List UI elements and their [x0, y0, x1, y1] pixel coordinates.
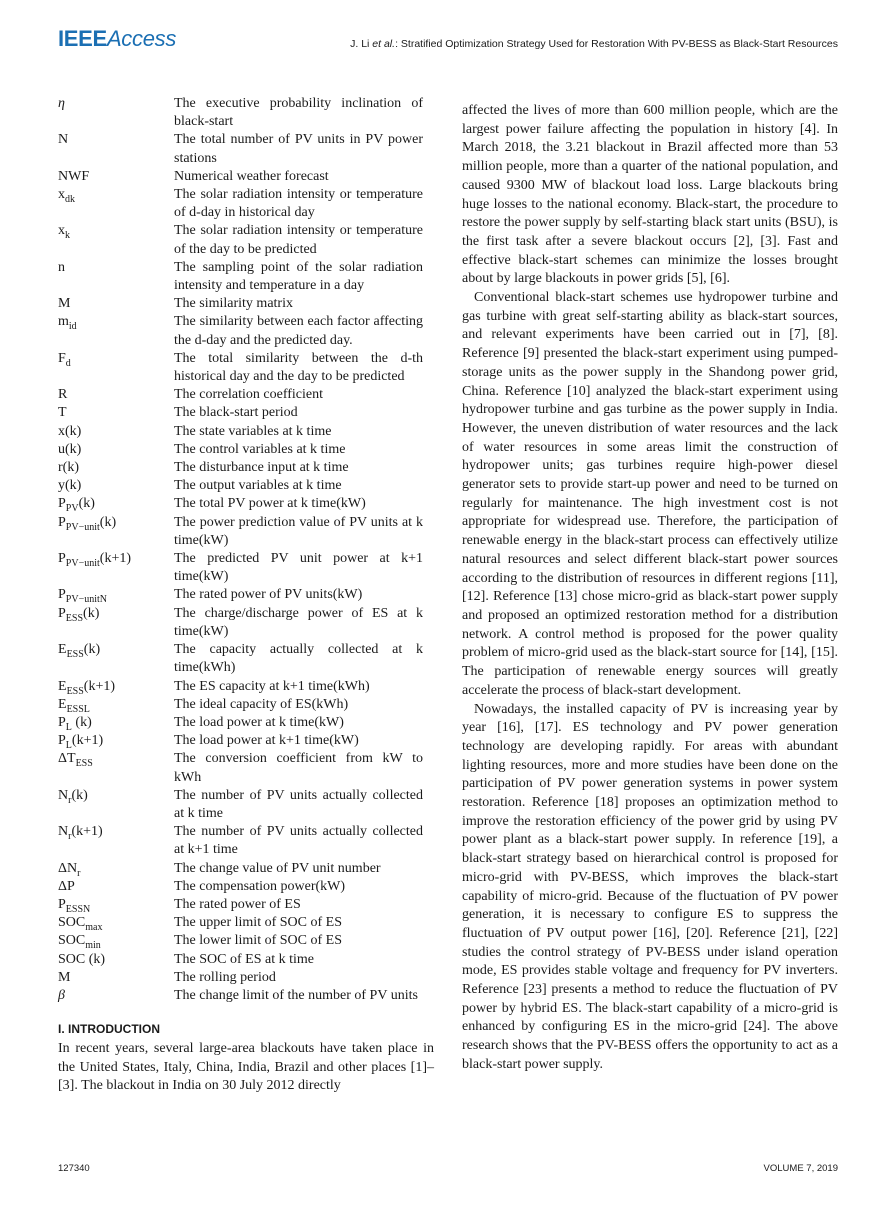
symbol-subscript: dk — [65, 193, 75, 205]
right-column — [462, 102, 838, 1075]
symbol-subscript: L — [65, 721, 72, 733]
nomenclature-row — [58, 787, 423, 823]
symbol-main: N — [58, 132, 69, 148]
nomenclature-definition: The load power at k time(kW) — [174, 714, 344, 730]
symbol-suffix: (k) — [71, 714, 92, 730]
nomenclature-symbol — [58, 860, 174, 878]
nomenclature-row — [58, 605, 423, 641]
symbol-main: N — [58, 787, 69, 803]
symbol-main: r(k) — [58, 460, 79, 476]
symbol-suffix: (k) — [78, 496, 95, 512]
symbol-suffix: (k+1) — [83, 678, 116, 694]
nomenclature-symbol — [58, 896, 174, 914]
symbol-subscript: ESSN — [65, 903, 91, 915]
symbol-main: P — [58, 733, 66, 749]
symbol-main: n — [58, 259, 65, 275]
nomenclature-symbol — [58, 186, 174, 222]
nomenclature-row — [58, 131, 423, 167]
nomenclature-definition: The similarity between each factor affecting the d-day and the predicted day. — [174, 314, 423, 348]
nomenclature-row — [58, 477, 423, 495]
nomenclature-symbol — [58, 350, 174, 386]
nomenclature-symbol — [58, 878, 174, 896]
symbol-main: P — [58, 896, 66, 912]
nomenclature-row — [58, 441, 423, 459]
symbol-main: SOC — [58, 933, 86, 949]
nomenclature-definition: The executive probability inclination of black-start — [174, 96, 423, 130]
nomenclature-definition: The disturbance input at k time — [174, 460, 349, 476]
nomenclature-symbol — [58, 951, 174, 969]
running-head — [350, 38, 838, 50]
page-header — [58, 26, 838, 54]
nomenclature-symbol — [58, 386, 174, 404]
nomenclature-row — [58, 404, 423, 422]
nomenclature-definition: The total PV power at k time(kW) — [174, 496, 366, 512]
symbol-main: T — [58, 405, 67, 421]
nomenclature-row — [58, 951, 423, 969]
nomenclature-symbol — [58, 969, 174, 987]
nomenclature-symbol — [58, 168, 174, 186]
running-authors: J. Li — [350, 38, 373, 50]
symbol-subscript: ESS — [66, 648, 84, 660]
symbol-main: m — [58, 314, 69, 330]
symbol-suffix: (k+1) — [71, 733, 104, 749]
symbol-subscript: r — [68, 830, 72, 842]
nomenclature-row — [58, 860, 423, 878]
symbol-main: P — [58, 587, 66, 603]
nomenclature-definition: The solar radiation intensity or temperature of d-day in historical day — [174, 187, 423, 221]
nomenclature-symbol — [58, 313, 174, 349]
nomenclature-row — [58, 259, 423, 295]
nomenclature-definition: The solar radiation intensity or temperature of the day to be predicted — [174, 223, 423, 257]
logo-ieee: IEEE — [58, 26, 107, 51]
nomenclature-symbol — [58, 259, 174, 295]
nomenclature-definition: The total number of PV units in PV power stations — [174, 132, 423, 166]
nomenclature-row — [58, 495, 423, 513]
nomenclature-definition: The lower limit of SOC of ES — [174, 933, 342, 949]
nomenclature-symbol — [58, 605, 174, 641]
symbol-main: SOC (k) — [58, 951, 106, 967]
nomenclature-row — [58, 823, 423, 859]
nomenclature-definition: The ideal capacity of ES(kWh) — [174, 696, 349, 712]
nomenclature-definition: The predicted PV unit power at k+1 time(kW) — [174, 551, 423, 585]
nomenclature-symbol — [58, 714, 174, 732]
nomenclature-definition: The SOC of ES at k time — [174, 951, 314, 967]
nomenclature-definition: The rated power of ES — [174, 896, 301, 912]
nomenclature-symbol — [58, 441, 174, 459]
nomenclature-definition: The total similarity between the d-th historical day and the day to be predicted — [174, 350, 423, 385]
symbol-suffix: (k) — [71, 787, 88, 803]
nomenclature-symbol — [58, 423, 174, 441]
nomenclature-symbol — [58, 914, 174, 932]
page-number: 127340 — [58, 1163, 90, 1174]
symbol-subscript: r — [68, 794, 72, 806]
nomenclature-row — [58, 168, 423, 186]
section-heading: I. INTRODUCTION — [58, 1022, 160, 1037]
nomenclature-row — [58, 932, 423, 950]
nomenclature-definition: The black-start period — [174, 405, 298, 421]
nomenclature-symbol — [58, 95, 174, 131]
nomenclature-definition: The rolling period — [174, 969, 276, 985]
nomenclature-row — [58, 550, 423, 586]
symbol-subscript: ESS — [75, 758, 93, 770]
symbol-subscript: d — [65, 357, 71, 369]
nomenclature-symbol — [58, 477, 174, 495]
nomenclature-symbol — [58, 932, 174, 950]
nomenclature-row — [58, 222, 423, 258]
nomenclature-row — [58, 732, 423, 750]
symbol-subscript: min — [85, 940, 101, 952]
nomenclature-definition: The change value of PV unit number — [174, 860, 381, 876]
nomenclature-symbol — [58, 987, 174, 1005]
nomenclature-definition: The number of PV units actually collected at k time — [174, 787, 423, 821]
symbol-subscript: k — [65, 230, 70, 242]
symbol-suffix: (k) — [83, 605, 100, 621]
nomenclature-row — [58, 696, 423, 714]
nomenclature-definition: The ES capacity at k+1 time(kWh) — [174, 678, 370, 694]
nomenclature-symbol — [58, 514, 174, 550]
nomenclature-definition: The sampling point of the solar radiation intensity and temperature in a day — [174, 259, 423, 294]
nomenclature-row — [58, 641, 423, 677]
nomenclature-symbol — [58, 459, 174, 477]
logo-access: Access — [106, 26, 177, 51]
nomenclature-symbol — [58, 678, 174, 696]
nomenclature-symbol — [58, 787, 174, 823]
nomenclature-definition: The rated power of PV units(kW) — [174, 587, 363, 603]
nomenclature-row — [58, 514, 423, 550]
nomenclature-row — [58, 914, 423, 932]
symbol-subscript: PV−unitN — [65, 594, 107, 606]
symbol-main: NWF — [58, 168, 90, 184]
symbol-main: β — [58, 987, 65, 1003]
symbol-suffix: (k) — [83, 642, 101, 658]
nomenclature-definition: The upper limit of SOC of ES — [174, 915, 342, 931]
nomenclature-row — [58, 186, 423, 222]
nomenclature-row — [58, 586, 423, 604]
left-column — [58, 95, 434, 1095]
nomenclature-definition: The charge/discharge power of ES at k time(kW) — [174, 605, 423, 639]
nomenclature-symbol — [58, 550, 174, 586]
symbol-main: P — [58, 605, 66, 621]
body-paragraph-1: affected the lives of more than 600 million people, which are the largest power failure affecting the population in history [4]. In March 2018, the 3.21 blackout in Brazil affected more than 53 million people, more than a quarter of the national population, and caused 9300 MW of blackout load loss. Large blackouts bring huge losses to the national economy. Black-start, the procedure to restore the power supply by self-starting black start units (BSU), is the first task after a severe blackout occurs [2], [3]. Fast and effective black-start schemes can minimize the losses brought about by large blackouts in power grids [5], [6]. — [462, 103, 838, 287]
nomenclature-definition: The change limit of the number of PV units — [174, 987, 418, 1003]
symbol-suffix: (k+1) — [99, 551, 132, 567]
symbol-subscript: L — [65, 739, 72, 751]
symbol-main: x — [58, 223, 65, 239]
symbol-main: N — [58, 824, 69, 840]
nomenclature-row — [58, 678, 423, 696]
nomenclature-row — [58, 350, 423, 386]
nomenclature-definition: The correlation coefficient — [174, 387, 323, 403]
nomenclature-symbol — [58, 495, 174, 513]
nomenclature-row — [58, 386, 423, 404]
nomenclature-row — [58, 750, 423, 786]
intro-paragraph: In recent years, several large-area blackouts have taken place in the United States, Italy, China, India, Brazil and other places [1]–[3]. The blackout in India on 30 July 2012 directly — [58, 1041, 434, 1093]
symbol-subscript: ESSL — [66, 703, 90, 715]
symbol-main: P — [58, 496, 66, 512]
nomenclature-definition: The state variables at k time — [174, 423, 332, 439]
symbol-main: u(k) — [58, 441, 82, 457]
nomenclature-symbol — [58, 823, 174, 859]
nomenclature-symbol — [58, 222, 174, 258]
volume-label: VOLUME 7, 2019 — [763, 1163, 838, 1174]
symbol-subscript: PV−unit — [65, 557, 100, 569]
nomenclature-definition: The output variables at k time — [174, 478, 342, 494]
body-paragraph-3: Nowadays, the installed capacity of PV is increasing year by year [16], [17]. ES technology and PV power generation technology are developing rapidly. For areas with abundant lighting resources, more and more studies have been done on the participation of PV power generation systems in power system restoration. Reference [18] proposes an optimization method to improve the restoration efficiency of the power grid by using PV power plant as a black-start power supply. In reference [19], a black-start strategy based on hierarchical control is proposed for micro-grid with PV-BESS, which improves the black-start capability of micro-grid. Because of the fluctuation of PV power generation, it is necessary to configure ES to suppress the fluctuation of PV output power [16], [20]. Reference [21], [22] studies the control strategy of PV-BESS under island operation mode, ES provides stable voltage and frequency for PV inverters. Reference [23] presents a method to reduce the fluctuation of PV power by hybrid ES. The black-start capability of a micro-grid is enhanced by configuring ES in the micro-grid [24]. The above research shows that the PV-BESS offers the opportunity to act as a black-start power supply. — [462, 701, 838, 1072]
symbol-main: M — [58, 296, 71, 312]
symbol-subscript: ESS — [66, 685, 84, 697]
body-paragraph-2: Conventional black-start schemes use hydropower turbine and gas turbine with great self-starting ability as black-start sources, and relevant experiments have been carried out in [7], [8]. Reference [9] presented the black-start experiment using pumped-storage units as the power supply in the Shandong power grid, China. Reference [10] analyzed the black-start experiment using hydropower turbine and gas turbine as the power supply in India. However, the uneven distribution of water resources and the lack of water resources in some areas limit the construction of hydropower units; gas turbines require high-power diesel generator sets to provide start-up power and need to be turned on regularly for maintenance. The high investment cost is not appropriate for widespread use. Therefore, the participation of renewable energy in the black-start process can effectively utilize natural resources and select different black-start power sources according to the distribution of resources in different regions [11], [12]. Reference [13] chose micro-grid as black-start power supply and proposed an optimized restoration method for a distribution network. A control method is proposed for the power quality problem of micro-grid used as the black-start source for [14], [15]. The participation of renewable energy sources will greatly accelerate the process of black-start development. — [462, 290, 838, 698]
symbol-main: M — [58, 969, 71, 985]
nomenclature-symbol — [58, 641, 174, 677]
nomenclature-row — [58, 714, 423, 732]
nomenclature-definition: The number of PV units actually collected at k+1 time — [174, 824, 423, 858]
nomenclature-definition: The conversion coefficient from kW to kWh — [174, 751, 423, 785]
nomenclature-symbol — [58, 750, 174, 786]
nomenclature-table — [58, 95, 423, 1005]
nomenclature-definition: The control variables at k time — [174, 441, 346, 457]
running-et-al: et al. — [372, 38, 396, 50]
symbol-main: η — [58, 96, 65, 111]
nomenclature-definition: The compensation power(kW) — [174, 878, 346, 894]
symbol-suffix: (k) — [99, 514, 117, 530]
nomenclature-row — [58, 969, 423, 987]
symbol-main: ΔP — [58, 878, 75, 894]
nomenclature-symbol — [58, 404, 174, 422]
symbol-main: E — [58, 678, 67, 694]
symbol-main: x(k) — [58, 423, 82, 439]
symbol-subscript: max — [85, 921, 103, 933]
symbol-subscript: id — [68, 321, 77, 333]
nomenclature-row — [58, 295, 423, 313]
symbol-main: R — [58, 387, 68, 403]
nomenclature-row — [58, 896, 423, 914]
symbol-main: E — [58, 696, 67, 712]
nomenclature-row — [58, 313, 423, 349]
nomenclature-definition: The load power at k+1 time(kW) — [174, 733, 359, 749]
nomenclature-row — [58, 459, 423, 477]
symbol-main: P — [58, 514, 66, 530]
nomenclature-symbol — [58, 586, 174, 604]
symbol-main: F — [58, 350, 66, 366]
symbol-subscript: PV−unit — [65, 521, 100, 533]
symbol-suffix: (k+1) — [71, 824, 103, 840]
nomenclature-definition: The power prediction value of PV units at k time(kW) — [174, 514, 423, 548]
symbol-subscript: ESS — [65, 612, 84, 624]
symbol-subscript: PV — [65, 503, 79, 515]
symbol-main: ΔN — [58, 860, 78, 876]
nomenclature-row — [58, 95, 423, 131]
symbol-main: y(k) — [58, 478, 82, 494]
nomenclature-row — [58, 423, 423, 441]
symbol-main: ΔT — [58, 751, 76, 767]
nomenclature-row — [58, 987, 423, 1005]
running-title: : Stratified Optimization Strategy Used for Restoration With PV-BESS as Black-Start Resources — [395, 38, 838, 50]
nomenclature-row — [58, 878, 423, 896]
nomenclature-symbol — [58, 696, 174, 714]
symbol-main: E — [58, 642, 67, 658]
nomenclature-definition: The similarity matrix — [174, 296, 293, 312]
symbol-subscript: r — [77, 867, 81, 879]
symbol-main: x — [58, 187, 65, 203]
nomenclature-definition: Numerical weather forecast — [174, 168, 329, 184]
nomenclature-symbol — [58, 295, 174, 313]
symbol-main: P — [58, 551, 66, 567]
symbol-main: P — [58, 714, 66, 730]
ieee-access-logo — [58, 26, 176, 52]
nomenclature-symbol — [58, 732, 174, 750]
nomenclature-definition: The capacity actually collected at k time(kWh) — [174, 642, 423, 676]
symbol-main: SOC — [58, 915, 86, 931]
nomenclature-symbol — [58, 131, 174, 167]
